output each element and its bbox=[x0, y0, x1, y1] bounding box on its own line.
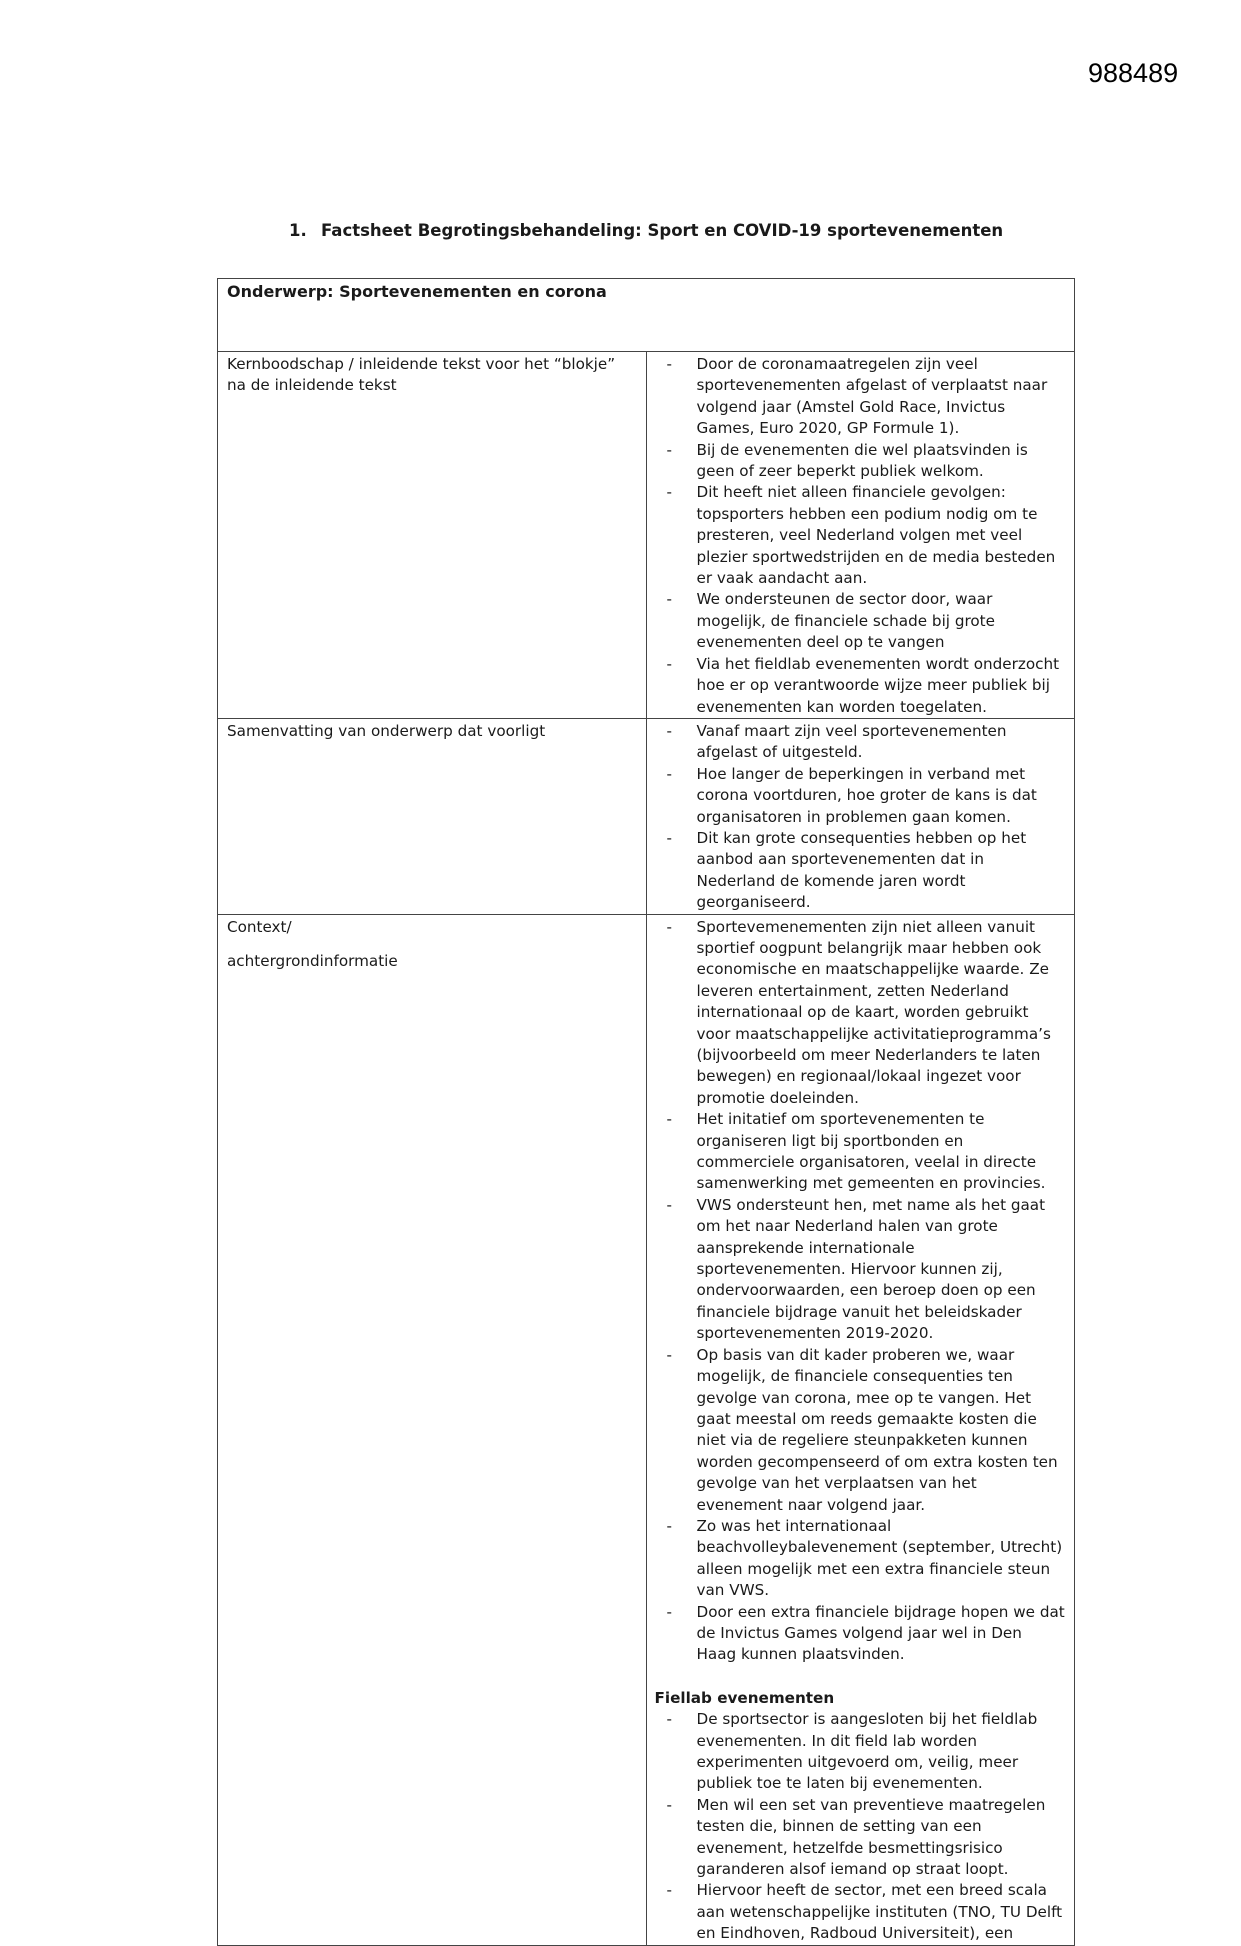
bullet-list bbox=[655, 917, 1067, 1666]
row-label: Kernboodschap / inleidende tekst voor het “blokje” na de inleidende tekst bbox=[218, 352, 647, 719]
bullet-list bbox=[655, 354, 1067, 718]
subject-heading: Onderwerp: Sportevenementen en corona bbox=[218, 279, 1075, 352]
list-item: - Zo was het internationaal beachvolleybalevenement (september, Utrecht) alleen mogelijk met een extra financiele steun van VWS. bbox=[655, 1516, 1067, 1602]
list-item: - Hiervoor heeft de sector, met een breed scala aan wetenschappelijke instituten (TNO, TU Delft en Eindhoven, Radboud Universiteit), een bbox=[655, 1880, 1067, 1944]
list-item: - Bij de evenementen die wel plaatsvinden is geen of zeer beperkt publiek welkom. bbox=[655, 440, 1067, 483]
list-item: - Vanaf maart zijn veel sportevenementen afgelast of uitgesteld. bbox=[655, 721, 1067, 764]
list-item: - Men wil een set van preventieve maatregelen testen die, binnen de setting van een evenement, hetzelfde besmettingsrisico garanderen alsof iemand op straat loopt. bbox=[655, 1795, 1067, 1881]
list-item: - Op basis van dit kader proberen we, waar mogelijk, de financiele consequenties ten gevolge van corona, mee op te vangen. Het gaat meestal om reeds gemaakte kosten die niet via de regeliere steunpakketen kunnen worden gecompenseerd of om extra kosten ten gevolge van het verplaatsen van het evenement naar volgend jaar. bbox=[655, 1345, 1067, 1516]
row-label: Samenvatting van onderwerp dat voorligt bbox=[218, 718, 647, 914]
row-label-line: achtergrondinformatie bbox=[227, 951, 398, 970]
list-item: - Door de coronamaatregelen zijn veel sportevenementen afgelast of verplaatst naar volgend jaar (Amstel Gold Race, Invictus Games, Euro 2020, GP Formule 1). bbox=[655, 354, 1067, 440]
title-number: 1. bbox=[289, 221, 307, 240]
section-heading: Fiellab evenementen bbox=[654, 1688, 835, 1707]
bullet-list bbox=[655, 721, 1067, 914]
row-label-line: Context/ bbox=[227, 917, 292, 936]
row-content bbox=[646, 914, 1075, 1945]
row-content bbox=[646, 718, 1075, 914]
list-item: - Via het fieldlab evenementen wordt onderzocht hoe er op verantwoorde wijze meer publiek bij evenementen kan worden toegelaten. bbox=[655, 654, 1067, 718]
page-title bbox=[289, 221, 1003, 240]
list-item: - Dit heeft niet alleen financiele gevolgen: topsporters hebben een podium nodig om te presteren, veel Nederland volgen met veel plezier sportwedstrijden en de media besteden er vaak aandacht aan. bbox=[655, 482, 1067, 589]
list-item: - Dit kan grote consequenties hebben op het aanbod aan sportevenementen dat in Nederland de komende jaren wordt georganiseerd. bbox=[655, 828, 1067, 914]
factsheet-table bbox=[217, 278, 1075, 1946]
table-row bbox=[218, 718, 1075, 914]
table-row bbox=[218, 914, 1075, 1945]
bullet-list bbox=[655, 1709, 1067, 1944]
list-item: - VWS ondersteunt hen, met name als het gaat om het naar Nederland halen van grote aansprekende internationale sportevenementen. Hiervoor kunnen zij, ondervoorwaarden, een beroep doen op een financiele bijdrage vanuit het beleidskader sportevenementen 2019-2020. bbox=[655, 1195, 1067, 1345]
row-label bbox=[218, 914, 647, 1945]
list-item: - Hoe langer de beperkingen in verband met corona voortduren, hoe groter de kans is dat organisatoren in problemen gaan komen. bbox=[655, 764, 1067, 828]
list-item: - Door een extra financiele bijdrage hopen we dat de Invictus Games volgend jaar wel in Den Haag kunnen plaatsvinden. bbox=[655, 1602, 1067, 1666]
subject-row bbox=[218, 279, 1075, 352]
document-number: 988489 bbox=[1088, 58, 1179, 88]
list-item: - We ondersteunen de sector door, waar mogelijk, de financiele schade bij grote evenementen deel op te vangen bbox=[655, 589, 1067, 653]
list-item: - De sportsector is aangesloten bij het fieldlab evenementen. In dit field lab worden experimenten uitgevoerd om, veilig, meer publiek toe te laten bij evenementen. bbox=[655, 1709, 1067, 1795]
list-item: - Sportevemenementen zijn niet alleen vanuit sportief oogpunt belangrijk maar hebben ook economische en maatschappelijke waarde. Ze leveren entertainment, zetten Nederland internationaal op de kaart, worden gebruikt voor maatschappelijke activitatieprogramma’s (bijvoorbeeld om meer Nederlanders te laten bewegen) en regionaal/lokaal ingezet voor promotie doeleinden. bbox=[655, 917, 1067, 1110]
row-content bbox=[646, 352, 1075, 719]
title-text: Factsheet Begrotingsbehandeling: Sport en COVID-19 sportevenementen bbox=[321, 221, 1004, 240]
table-row bbox=[218, 352, 1075, 719]
list-item: - Het initatief om sportevenementen te organiseren ligt bij sportbonden en commerciele organisatoren, veelal in directe samenwerking met gemeenten en provincies. bbox=[655, 1109, 1067, 1195]
